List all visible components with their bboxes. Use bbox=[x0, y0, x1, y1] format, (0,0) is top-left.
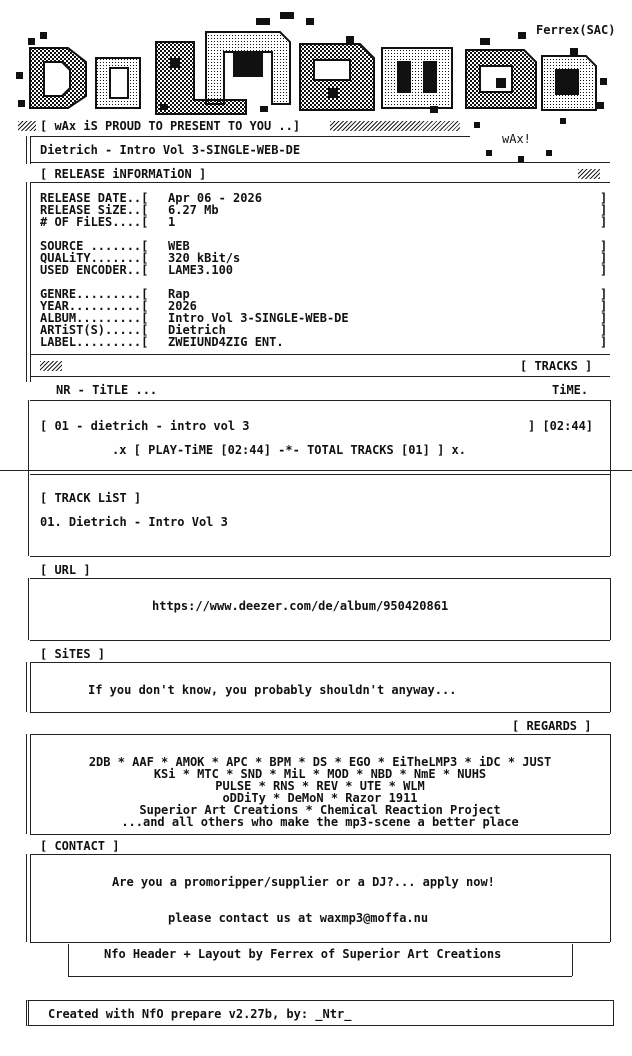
regards-heading: [ REGARDS ] bbox=[512, 719, 592, 733]
play-time-summary: .x [ PLAY-TiME [02:44] -*- TOTAL TRACKS [01] ] x. bbox=[112, 443, 467, 457]
row-close-bracket: ] bbox=[600, 215, 608, 229]
divider bbox=[30, 354, 610, 355]
release-title: Dietrich - Intro Vol 3-SINGLE-WEB-DE bbox=[40, 143, 301, 157]
release-info-value: LAME3.100 bbox=[168, 263, 234, 277]
track-row: [ 01 - dietrich - intro vol 3 bbox=[40, 419, 250, 433]
release-info-value: Rap bbox=[168, 287, 190, 301]
border bbox=[28, 474, 29, 556]
present-line: [ wAx iS PROUD TO PRESENT TO YOU ..] bbox=[40, 119, 301, 133]
sites-heading: [ SiTES ] bbox=[40, 647, 106, 661]
release-info-label: QUALiTY.......[ bbox=[40, 251, 149, 265]
release-info-value: Intro Vol 3-SINGLE-WEB-DE bbox=[168, 311, 349, 325]
hatch-decoration bbox=[40, 361, 62, 371]
border bbox=[572, 944, 573, 976]
divider bbox=[30, 640, 610, 641]
row-close-bracket: ] bbox=[600, 311, 608, 325]
regards-line: Superior Art Creations * Chemical Reaction Project bbox=[139, 803, 501, 817]
column-time: TiME. bbox=[552, 383, 589, 397]
border bbox=[28, 578, 29, 640]
border bbox=[610, 578, 611, 640]
divider bbox=[68, 976, 572, 977]
logo-block bbox=[474, 122, 480, 128]
sites-text: If you don't know, you probably shouldn't anyway... bbox=[88, 683, 457, 697]
release-info-label: YEAR..........[ bbox=[40, 299, 149, 313]
logo-block bbox=[546, 150, 552, 156]
border bbox=[26, 662, 31, 712]
release-info-label: ARTiST(S).....[ bbox=[40, 323, 149, 337]
regards-line: 2DB * AAF * AMOK * APC * BPM * DS * EGO * EiTheLMP3 * iDC * JUST bbox=[88, 755, 552, 769]
hatch-decoration bbox=[18, 121, 36, 131]
row-close-bracket: ] bbox=[600, 263, 608, 277]
border bbox=[610, 854, 611, 942]
contact-email-text[interactable]: please contact us at waxmp3@moffa.nu bbox=[168, 911, 429, 925]
divider bbox=[30, 400, 610, 401]
divider bbox=[0, 470, 632, 471]
release-info-label: RELEASE DATE..[ bbox=[40, 191, 149, 205]
border bbox=[68, 944, 69, 976]
row-close-bracket: ] bbox=[600, 299, 608, 313]
track-list-heading: [ TRACK LiST ] bbox=[40, 491, 142, 505]
row-close-bracket: ] bbox=[600, 323, 608, 337]
divider bbox=[30, 734, 610, 735]
created-with-text: Created with NfO prepare v2.27b, by: _Ntr_ bbox=[48, 1007, 352, 1021]
row-close-bracket: ] bbox=[600, 191, 608, 205]
release-info-value: ZWEIUND4ZIG ENT. bbox=[168, 335, 284, 349]
release-info-value: 1 bbox=[168, 215, 176, 229]
logo-block bbox=[486, 150, 492, 156]
contact-apply-text: Are you a promoripper/supplier or a DJ?... apply now! bbox=[112, 875, 495, 889]
layout-credits: Nfo Header + Layout by Ferrex of Superior Art Creations bbox=[104, 947, 502, 961]
regards-line: oDDiTy * DeMoN * Razor 1911 bbox=[222, 791, 418, 805]
border bbox=[28, 400, 29, 474]
release-info-label: GENRE.........[ bbox=[40, 287, 149, 301]
album-url-link[interactable]: https://www.deezer.com/de/album/950420861 bbox=[152, 599, 449, 613]
release-info-heading: [ RELEASE iNFORMATiON ] bbox=[40, 167, 207, 181]
border bbox=[610, 734, 611, 834]
logo-block bbox=[560, 118, 566, 124]
divider bbox=[30, 854, 610, 855]
contact-heading: [ CONTACT ] bbox=[40, 839, 120, 853]
track-list-item: 01. Dietrich - Intro Vol 3 bbox=[40, 515, 228, 529]
divider bbox=[30, 474, 610, 475]
divider bbox=[30, 712, 610, 713]
divider bbox=[30, 556, 610, 557]
divider bbox=[30, 136, 470, 137]
row-close-bracket: ] bbox=[600, 335, 608, 349]
wax-ascii-logo bbox=[10, 8, 616, 116]
row-close-bracket: ] bbox=[600, 251, 608, 265]
border bbox=[26, 854, 31, 942]
divider bbox=[30, 376, 610, 377]
release-info-label: ALBUM.........[ bbox=[40, 311, 149, 325]
divider bbox=[30, 182, 610, 183]
release-info-label: # OF FiLES....[ bbox=[40, 215, 149, 229]
border bbox=[26, 136, 31, 164]
release-info-label: LABEL.........[ bbox=[40, 335, 149, 349]
row-close-bracket: ] bbox=[600, 287, 608, 301]
release-info-label: RELEASE SiZE..[ bbox=[40, 203, 149, 217]
regards-line: KSi * MTC * SND * MiL * MOD * NBD * NmE * NUHS bbox=[153, 767, 487, 781]
release-info-value: 320 kBit/s bbox=[168, 251, 241, 265]
tracks-heading: [ TRACKS ] bbox=[520, 359, 593, 373]
url-heading: [ URL ] bbox=[40, 563, 91, 577]
divider bbox=[30, 834, 610, 835]
regards-line: PULSE * RNS * REV * UTE * WLM bbox=[215, 779, 425, 793]
release-info-value: Dietrich bbox=[168, 323, 226, 337]
release-info-value: WEB bbox=[168, 239, 190, 253]
divider bbox=[30, 942, 610, 943]
logo-tag: wAx! bbox=[502, 132, 531, 146]
border bbox=[610, 400, 611, 474]
hatch-decoration bbox=[330, 121, 460, 131]
border bbox=[26, 182, 31, 382]
release-info-value: Apr 06 - 2026 bbox=[168, 191, 262, 205]
row-close-bracket: ] bbox=[600, 239, 608, 253]
hatch-decoration bbox=[578, 169, 600, 179]
regards-line: ...and all others who make the mp3-scene a better place bbox=[121, 815, 519, 829]
divider bbox=[30, 162, 610, 163]
artist-credit: Ferrex(SAC) bbox=[536, 23, 616, 37]
release-info-value: 2026 bbox=[168, 299, 197, 313]
release-info-value: 6.27 Mb bbox=[168, 203, 219, 217]
row-close-bracket: ] bbox=[600, 203, 608, 217]
border bbox=[610, 474, 611, 556]
divider bbox=[30, 578, 610, 579]
divider bbox=[30, 662, 610, 663]
border bbox=[610, 662, 611, 712]
release-info-label: USED ENCODER..[ bbox=[40, 263, 149, 277]
track-time: ] [02:44] bbox=[528, 419, 594, 433]
release-info-label: SOURCE .......[ bbox=[40, 239, 149, 253]
column-title: NR - TiTLE ... bbox=[56, 383, 158, 397]
